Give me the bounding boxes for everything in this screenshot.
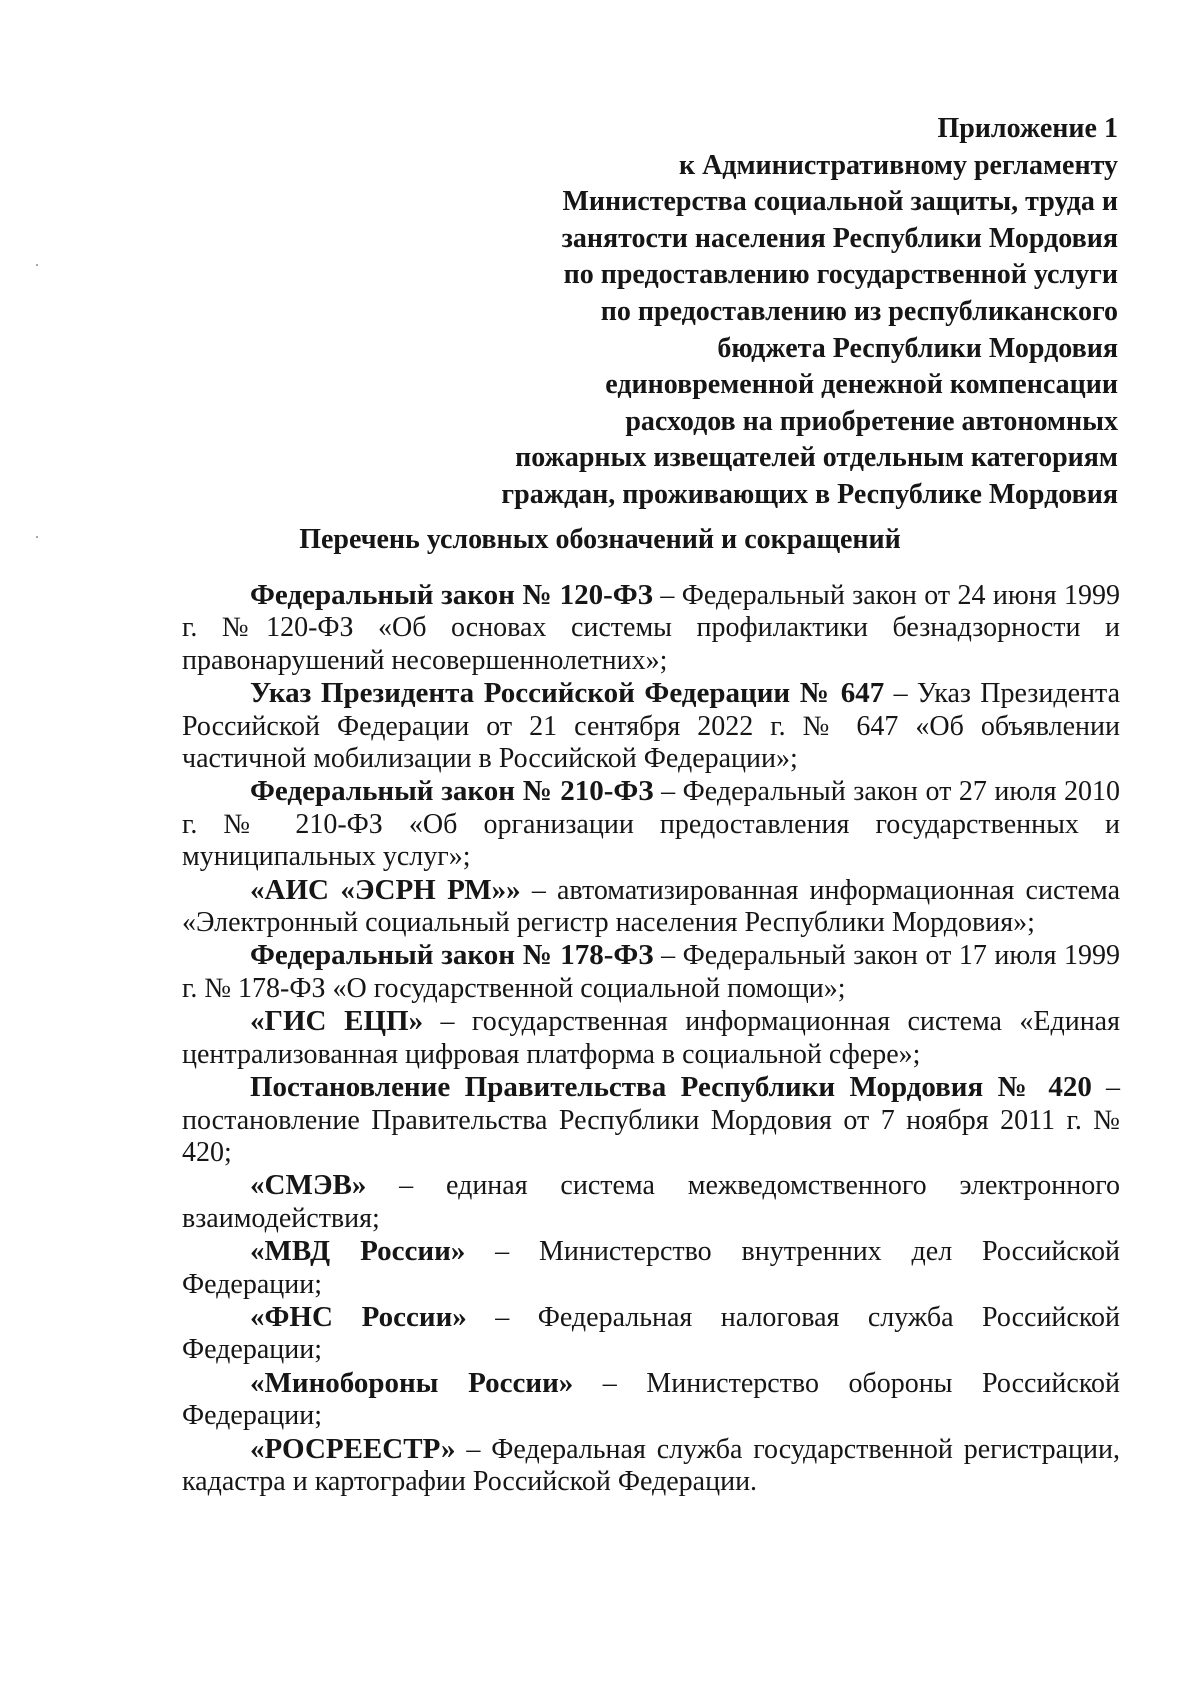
definition-item [182, 1169, 1120, 1235]
definition-text: – государственная информационная система «Единая централизованная цифровая платформа в социальной сфере»; [182, 1006, 1120, 1070]
scan-speck [36, 264, 38, 266]
annex-line: Министерства социальной защиты, труда и [562, 186, 1118, 218]
annex-line: к Административному регламенту [678, 149, 1118, 181]
annex-line: единовременной денежной компенсации [605, 369, 1118, 401]
definition-term: «МВД России» [250, 1235, 466, 1268]
definition-text: – автоматизированная информационная система «Электронный социальный регистр населения Республики Мордовия»; [182, 874, 1121, 939]
annex-line: по предоставлению из республиканского [600, 295, 1118, 327]
definition-term: «АИС «ЭСРН РМ»» [250, 873, 521, 906]
annex-line: граждан, проживающих в Республике Мордовия [501, 478, 1118, 510]
definition-item [182, 1367, 1120, 1433]
definition-term: Федеральный закон № 178-ФЗ [250, 939, 654, 972]
definition-term: «РОСРЕЕСТР» [250, 1432, 456, 1465]
definition-text: – Министерство обороны Российской Федерации; [182, 1367, 1120, 1432]
definition-item [182, 1071, 1120, 1169]
definition-term: Федеральный закон № 210-ФЗ [250, 775, 654, 808]
definition-text: – Министерство внутренних дел Российской Федерации; [182, 1236, 1121, 1300]
definition-item [182, 775, 1120, 873]
annex-line: расходов на приобретение автономных [625, 405, 1118, 437]
definition-item [182, 1005, 1120, 1071]
definition-item [182, 579, 1120, 677]
definition-text: – постановление Правительства Республики Мордовия от 7 ноября 2011 г. № 420; [182, 1072, 1120, 1168]
definition-item [182, 874, 1120, 940]
annex-line: занятости населения Республики Мордовия [561, 222, 1118, 254]
document-title: Перечень условных обозначений и сокращений [299, 524, 901, 555]
definition-term: Постановление Правительства Республики Мордовия № 420 [250, 1071, 1092, 1104]
definition-item [182, 939, 1120, 1005]
definition-item [182, 1235, 1120, 1301]
definition-text: – Указ Президента Российской Федерации от 21 сентября 2022 г. № 647 «Об объявлении частичной мобилизации в Российской Федерации»; [182, 678, 1121, 775]
annex-line: бюджета Республики Мордовия [717, 332, 1118, 364]
annex-header [418, 111, 1118, 514]
definition-term: «ФНС России» [250, 1300, 467, 1333]
definition-text: – Федеральный закон от 17 июля 1999 г. № 178-ФЗ «О государственной социальной помощи»; [182, 940, 1120, 1004]
definition-text: – Федеральный закон от 24 июня 1999 г. №120-ФЗ «Об основах системы профилактики безнадзорности и правонарушений несовершеннолетних»; [182, 580, 1120, 676]
definitions-list [182, 579, 1120, 1498]
definition-text: – Федеральная налоговая служба Российской Федерации; [182, 1301, 1121, 1366]
definition-term: «ГИС ЕЦП» [250, 1005, 424, 1038]
definition-term: Федеральный закон № 120-ФЗ [250, 579, 653, 611]
definition-item [182, 1301, 1120, 1367]
annex-line: пожарных извещателей отдельным категориям [515, 442, 1118, 474]
definition-text: – Федеральный закон от 27 июля 2010 г. № 210-ФЗ «Об организации предоставления государственных и муниципальных услуг»; [182, 776, 1120, 873]
definition-text: – Федеральная служба государственной регистрации, кадастра и картографии Российской Федерации. [182, 1433, 1120, 1497]
definition-term: «Минобороны России» [250, 1366, 574, 1399]
annex-line: по предоставлению государственной услуги [563, 259, 1118, 291]
definition-item [182, 677, 1120, 775]
definition-item [182, 1433, 1120, 1499]
annex-line: Приложение 1 [937, 113, 1118, 144]
definition-text: – единая система межведомственного электронного взаимодействия; [182, 1170, 1120, 1234]
definition-term: «СМЭВ» [250, 1169, 367, 1202]
definition-term: Указ Президента Российской Федерации № 647 [250, 677, 885, 710]
